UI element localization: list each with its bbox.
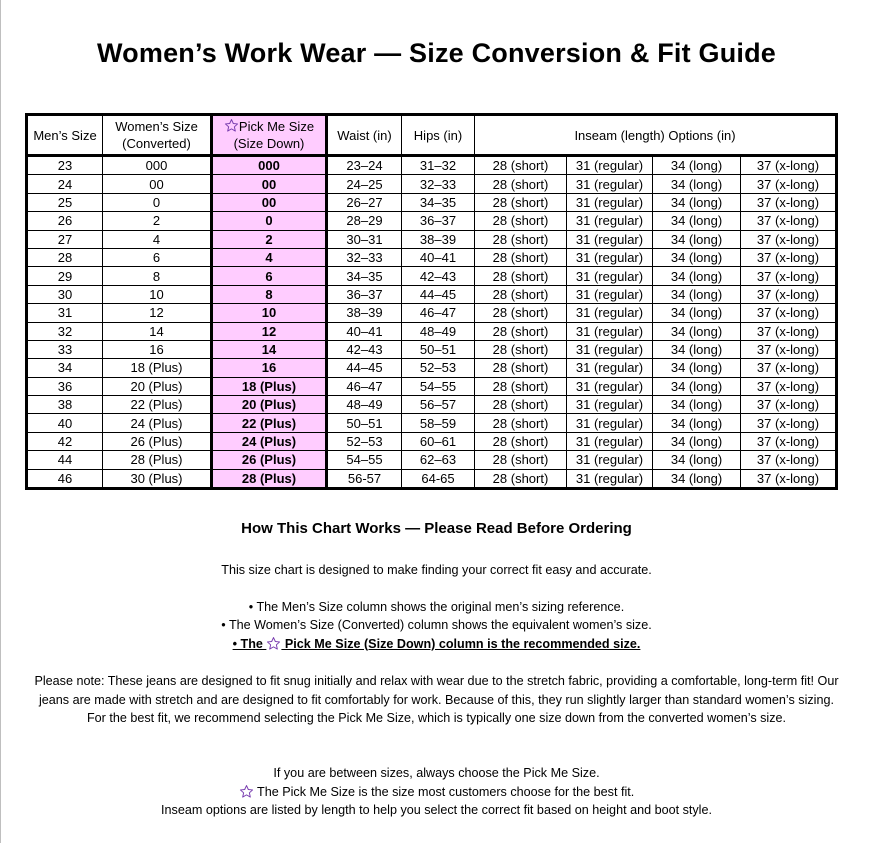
inseam-option-cell: 28 (short) [475,432,567,450]
hips-cell: 50–51 [402,340,475,358]
womens-size-cell: 16 [103,340,212,358]
waist-cell: 52–53 [327,432,402,450]
waist-cell: 30–31 [327,230,402,248]
table-row [27,285,837,303]
waist-cell: 42–43 [327,340,402,358]
pick-me-size-cell: 8 [212,285,327,303]
inseam-option-cell: 31 (regular) [567,230,653,248]
table-row [27,414,837,432]
inseam-option-cell: 37 (x-long) [741,432,837,450]
table-row [27,267,837,285]
pick-me-size-cell: 12 [212,322,327,340]
waist-cell: 44–45 [327,359,402,377]
star-outline-icon [266,636,281,651]
inseam-option-cell: 31 (regular) [567,377,653,395]
inseam-option-cell: 31 (regular) [567,414,653,432]
waist-cell: 36–37 [327,285,402,303]
table-row [27,248,837,266]
page-left-rule [0,0,1,843]
pick-me-size-cell: 14 [212,340,327,358]
pick-me-size-cell: 6 [212,267,327,285]
womens-size-cell: 26 (Plus) [103,432,212,450]
womens-size-cell: 14 [103,322,212,340]
inseam-option-cell: 37 (x-long) [741,340,837,358]
mens-size-cell: 33 [27,340,103,358]
notes-please-note-block [28,672,845,728]
inseam-option-cell: 34 (long) [653,396,741,414]
table-row [27,469,837,488]
star-outline-icon [239,784,254,799]
inseam-option-cell: 31 (regular) [567,451,653,469]
inseam-option-cell: 37 (x-long) [741,414,837,432]
hips-cell: 31–32 [402,156,475,175]
waist-cell: 28–29 [327,212,402,230]
inseam-option-cell: 28 (short) [475,469,567,488]
inseam-option-cell: 31 (regular) [567,248,653,266]
inseam-option-cell: 34 (long) [653,359,741,377]
notes-bullet-recommended [0,635,873,654]
table-row [27,322,837,340]
hips-cell: 54–55 [402,377,475,395]
inseam-option-cell: 34 (long) [653,414,741,432]
pick-me-size-cell: 22 (Plus) [212,414,327,432]
hips-cell: 40–41 [402,248,475,266]
header-womens-line1: Women’s Size [115,119,198,134]
hips-cell: 34–35 [402,193,475,211]
womens-size-cell: 28 (Plus) [103,451,212,469]
table-row [27,175,837,193]
inseam-option-cell: 31 (regular) [567,285,653,303]
inseam-option-cell: 34 (long) [653,340,741,358]
table-row [27,359,837,377]
waist-cell: 38–39 [327,304,402,322]
waist-cell: 32–33 [327,248,402,266]
inseam-option-cell: 34 (long) [653,193,741,211]
hips-cell: 62–63 [402,451,475,469]
mens-size-cell: 25 [27,193,103,211]
notes-heading: How This Chart Works — Please Read Before Ordering [241,520,632,537]
pick-me-size-cell: 000 [212,156,327,175]
hips-cell: 48–49 [402,322,475,340]
waist-cell: 46–47 [327,377,402,395]
inseam-option-cell: 31 (regular) [567,432,653,450]
inseam-option-cell: 34 (long) [653,432,741,450]
mens-size-cell: 24 [27,175,103,193]
notes-intro: This size chart is designed to make finding your correct fit easy and accurate. [221,563,652,577]
waist-cell: 23–24 [327,156,402,175]
mens-size-cell: 26 [27,212,103,230]
womens-size-cell: 20 (Plus) [103,377,212,395]
table-row [27,451,837,469]
hips-cell: 42–43 [402,267,475,285]
pick-me-size-cell: 16 [212,359,327,377]
mens-size-cell: 46 [27,469,103,488]
mens-size-cell: 29 [27,267,103,285]
inseam-option-cell: 31 (regular) [567,267,653,285]
mens-size-cell: 34 [27,359,103,377]
notes-bullet-mens: • The Men’s Size column shows the original men’s sizing reference. [248,599,625,614]
hips-cell: 64-65 [402,469,475,488]
header-inseam: Inseam (length) Options (in) [475,115,837,156]
mens-size-cell: 40 [27,414,103,432]
inseam-option-cell: 34 (long) [653,285,741,303]
size-conversion-table [25,113,838,490]
pick-me-size-cell: 4 [212,248,327,266]
inseam-option-cell: 34 (long) [653,212,741,230]
inseam-option-cell: 28 (short) [475,156,567,175]
mens-size-cell: 27 [27,230,103,248]
hips-cell: 46–47 [402,304,475,322]
waist-cell: 24–25 [327,175,402,193]
inseam-option-cell: 34 (long) [653,175,741,193]
womens-size-cell: 10 [103,285,212,303]
inseam-option-cell: 28 (short) [475,322,567,340]
inseam-option-cell: 37 (x-long) [741,304,837,322]
waist-cell: 48–49 [327,396,402,414]
inseam-option-cell: 28 (short) [475,175,567,193]
pick-me-size-cell: 18 (Plus) [212,377,327,395]
inseam-option-cell: 34 (long) [653,377,741,395]
header-hips: Hips (in) [402,115,475,156]
inseam-option-cell: 37 (x-long) [741,175,837,193]
table-row [27,230,837,248]
header-womens-line2: (Converted) [122,136,191,151]
table-row [27,340,837,358]
bullet3-suffix: Pick Me Size (Size Down) column is the recommended size. [281,636,641,651]
inseam-option-cell: 31 (regular) [567,304,653,322]
header-womens-size [103,115,212,156]
notes-heading-block [0,520,873,537]
hips-cell: 60–61 [402,432,475,450]
mens-size-cell: 42 [27,432,103,450]
header-pick-me-size [212,115,327,156]
womens-size-cell: 4 [103,230,212,248]
mens-size-cell: 36 [27,377,103,395]
inseam-option-cell: 28 (short) [475,340,567,358]
pick-me-size-cell: 24 (Plus) [212,432,327,450]
inseam-option-cell: 28 (short) [475,359,567,377]
pick-me-size-cell: 28 (Plus) [212,469,327,488]
womens-size-cell: 24 (Plus) [103,414,212,432]
notes-bullet-womens: • The Women’s Size (Converted) column shows the equivalent women’s size. [221,618,652,632]
most-choose-text: The Pick Me Size is the size most customers choose for the best fit. [253,784,635,799]
table-row [27,212,837,230]
page-title: Women’s Work Wear — Size Conversion & Fit Guide [96,38,777,68]
inseam-option-cell: 28 (short) [475,248,567,266]
notes-inseam: Inseam options are listed by length to help you select the correct fit based on height and boot style. [161,803,712,817]
mens-size-cell: 31 [27,304,103,322]
inseam-option-cell: 34 (long) [653,267,741,285]
waist-cell: 40–41 [327,322,402,340]
table-row [27,156,837,175]
waist-cell: 54–55 [327,451,402,469]
inseam-option-cell: 31 (regular) [567,175,653,193]
inseam-option-cell: 37 (x-long) [741,193,837,211]
header-waist: Waist (in) [327,115,402,156]
inseam-option-cell: 28 (short) [475,304,567,322]
table-body [27,156,837,489]
inseam-option-cell: 34 (long) [653,451,741,469]
waist-cell: 56-57 [327,469,402,488]
inseam-option-cell: 28 (short) [475,193,567,211]
inseam-option-cell: 37 (x-long) [741,396,837,414]
pick-me-size-cell: 2 [212,230,327,248]
inseam-option-cell: 37 (x-long) [741,469,837,488]
inseam-option-cell: 37 (x-long) [741,212,837,230]
mens-size-cell: 32 [27,322,103,340]
inseam-option-cell: 34 (long) [653,469,741,488]
pick-me-size-cell: 0 [212,212,327,230]
header-mens-size: Men’s Size [27,115,103,156]
womens-size-cell: 00 [103,175,212,193]
inseam-option-cell: 28 (short) [475,230,567,248]
inseam-option-cell: 28 (short) [475,285,567,303]
table-row [27,432,837,450]
inseam-option-cell: 37 (x-long) [741,156,837,175]
inseam-option-cell: 31 (regular) [567,322,653,340]
womens-size-cell: 12 [103,304,212,322]
hips-cell: 52–53 [402,359,475,377]
table-row [27,304,837,322]
inseam-option-cell: 34 (long) [653,230,741,248]
table-row [27,193,837,211]
hips-cell: 32–33 [402,175,475,193]
header-pick-line2: (Size Down) [233,136,305,151]
inseam-option-cell: 31 (regular) [567,193,653,211]
inseam-option-cell: 37 (x-long) [741,248,837,266]
mens-size-cell: 23 [27,156,103,175]
inseam-option-cell: 37 (x-long) [741,451,837,469]
inseam-option-cell: 37 (x-long) [741,322,837,340]
pick-me-size-cell: 00 [212,175,327,193]
pick-me-size-cell: 20 (Plus) [212,396,327,414]
mens-size-cell: 44 [27,451,103,469]
inseam-option-cell: 31 (regular) [567,340,653,358]
womens-size-cell: 18 (Plus) [103,359,212,377]
inseam-option-cell: 28 (short) [475,414,567,432]
waist-cell: 34–35 [327,267,402,285]
waist-cell: 50–51 [327,414,402,432]
mens-size-cell: 38 [27,396,103,414]
bullet3-prefix: • The [232,636,267,651]
star-outline-icon [224,118,239,133]
inseam-option-cell: 31 (regular) [567,396,653,414]
pick-me-size-cell: 00 [212,193,327,211]
inseam-option-cell: 37 (x-long) [741,359,837,377]
inseam-option-cell: 34 (long) [653,322,741,340]
inseam-option-cell: 37 (x-long) [741,377,837,395]
hips-cell: 38–39 [402,230,475,248]
womens-size-cell: 0 [103,193,212,211]
mens-size-cell: 28 [27,248,103,266]
hips-cell: 58–59 [402,414,475,432]
hips-cell: 36–37 [402,212,475,230]
inseam-option-cell: 37 (x-long) [741,230,837,248]
inseam-option-cell: 34 (long) [653,304,741,322]
hips-cell: 44–45 [402,285,475,303]
mens-size-cell: 30 [27,285,103,303]
womens-size-cell: 2 [103,212,212,230]
table-header-row [27,115,837,156]
inseam-option-cell: 34 (long) [653,156,741,175]
notes-intro-block [0,561,873,653]
table-row [27,377,837,395]
inseam-option-cell: 31 (regular) [567,212,653,230]
notes-footer-block [0,764,873,820]
womens-size-cell: 8 [103,267,212,285]
inseam-option-cell: 28 (short) [475,451,567,469]
inseam-option-cell: 31 (regular) [567,359,653,377]
waist-cell: 26–27 [327,193,402,211]
womens-size-cell: 6 [103,248,212,266]
womens-size-cell: 30 (Plus) [103,469,212,488]
table-row [27,396,837,414]
inseam-option-cell: 34 (long) [653,248,741,266]
inseam-option-cell: 37 (x-long) [741,285,837,303]
pick-me-size-cell: 26 (Plus) [212,451,327,469]
notes-please-note: Please note: These jeans are designed to fit snug initially and relax with wear due to the stretch fabric, providing a comfortable, long-term fit! Our jeans are made with stretch and are designed to fit comfortably for work. Because of this, they run slightly larger than standard women’s sizing. For the best fit, we recommend selecting the Pick Me Size, which is typically one size down from the converted women’s size. [34,674,839,725]
inseam-option-cell: 31 (regular) [567,469,653,488]
inseam-option-cell: 31 (regular) [567,156,653,175]
hips-cell: 56–57 [402,396,475,414]
womens-size-cell: 22 (Plus) [103,396,212,414]
inseam-option-cell: 28 (short) [475,377,567,395]
pick-me-size-cell: 10 [212,304,327,322]
notes-between-sizes: If you are between sizes, always choose the Pick Me Size. [273,766,600,780]
header-pick-line1: Pick Me Size [238,119,315,134]
inseam-option-cell: 37 (x-long) [741,267,837,285]
inseam-option-cell: 28 (short) [475,212,567,230]
notes-most-choose [0,783,873,802]
inseam-option-cell: 28 (short) [475,267,567,285]
inseam-option-cell: 28 (short) [475,396,567,414]
womens-size-cell: 000 [103,156,212,175]
